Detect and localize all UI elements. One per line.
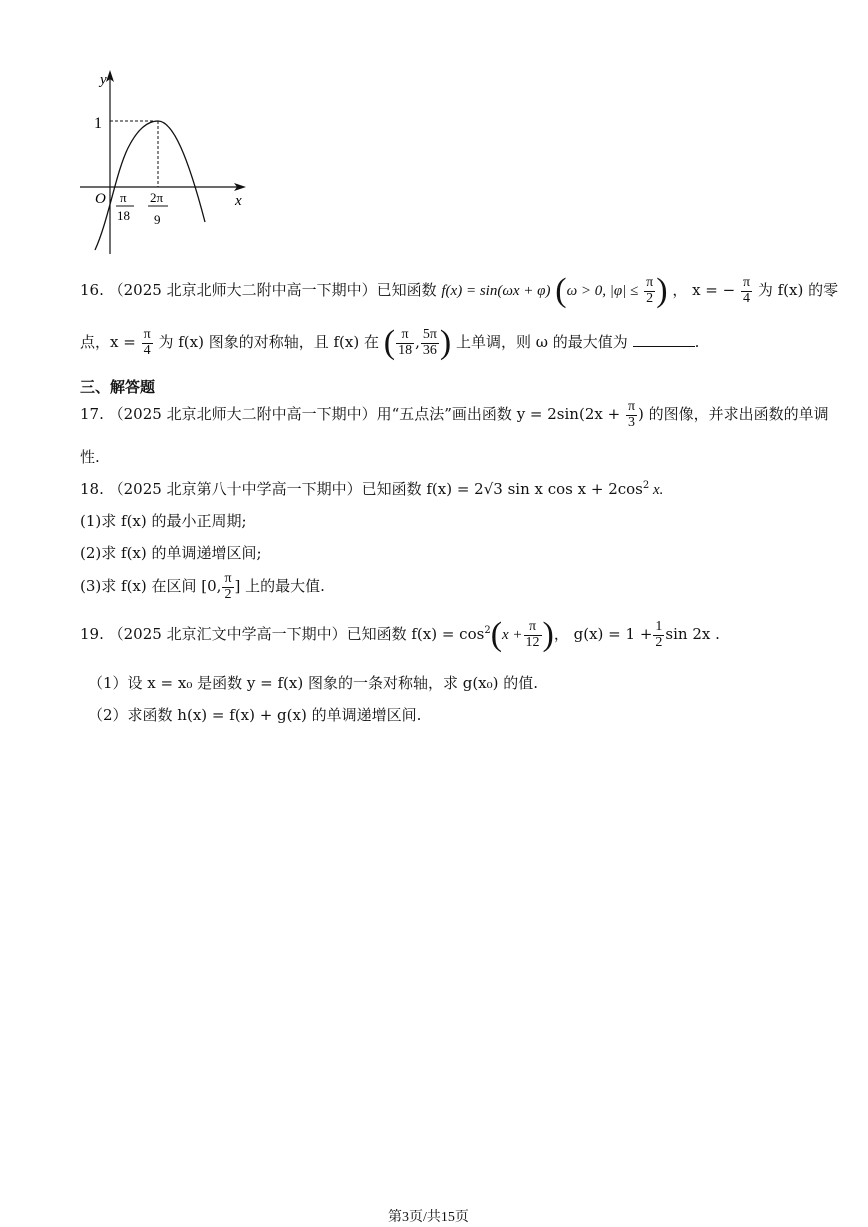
- q16-zero-num: π: [743, 274, 751, 290]
- q17-frac-den: 3: [627, 414, 635, 430]
- x-tick2-num: 2π: [150, 190, 164, 205]
- q16-answer-blank[interactable]: [633, 332, 695, 347]
- q16-source: （2025 北京北师大二附中高一下期中）已知函数: [108, 281, 437, 299]
- q19-inner-num: π: [524, 620, 542, 636]
- q18-part2: (2)求 f(x) 的单调递增区间;: [80, 544, 262, 562]
- q18-part3-den: 2: [224, 586, 232, 602]
- q16-condition: ω > 0, |φ| ≤: [566, 283, 639, 299]
- q16-cond-frac: [644, 276, 655, 306]
- sine-curve: [95, 121, 205, 250]
- q19-inner-frac: [524, 620, 542, 650]
- q19-g-den: 2: [655, 634, 663, 650]
- q16-cond-num: π: [646, 274, 654, 290]
- q16-line1: [80, 274, 838, 308]
- q16-paren-open: (: [555, 272, 567, 309]
- q18-part3-tail: ] 上的最大值.: [234, 577, 325, 596]
- q19-paren-close: ): [542, 616, 554, 653]
- q17-line1: [80, 400, 829, 430]
- x-tick1-num: π: [120, 190, 127, 205]
- q18-part3-start: (3)求 f(x) 在区间 [0,: [80, 577, 222, 596]
- q16-int-a-num: π: [396, 328, 414, 344]
- x-axis-label: x: [235, 193, 242, 209]
- q16-function: f(x) = sin(ωx + φ): [441, 283, 551, 299]
- sine-graph-figure: [78, 62, 258, 262]
- q16-zero-text: 为 f(x) 的零: [757, 281, 839, 299]
- q16-line2: 点，x = $\frac{\pi}{4}$ 为 f(x) 图象的对称轴，且 f(x) 在 ( $\frac{\pi}{18}$ , $\frac{5\pi}{36}$ ) 上单调，则 ω 的最大值为 .: [80, 324, 700, 361]
- q19-sup: 2: [484, 625, 491, 636]
- q16-int-a-den: 18: [398, 342, 413, 358]
- q16-axis-den: 4: [143, 342, 151, 358]
- q16-end: .: [694, 333, 700, 351]
- q16-x-eq: ， x = −: [672, 281, 736, 299]
- y-axis-label: y: [100, 72, 107, 88]
- q16-int-a: [396, 328, 414, 358]
- q19-paren-open: (: [490, 616, 503, 653]
- q16-tail: 上单调，则 ω 的最大值为: [456, 333, 628, 351]
- q18-sup: 2: [642, 480, 650, 491]
- q19-inner-den: 12: [525, 634, 540, 650]
- q16-int-close: ): [439, 324, 452, 361]
- q18-text: （2025 北京第八十中学高一下期中）已知函数 f(x) = 2√3 sin x cos x + 2cos: [108, 480, 643, 498]
- q16-line2-start: 点，x =: [80, 333, 136, 351]
- x-tick1-den: 18: [117, 208, 130, 223]
- q16-axis-num: π: [143, 326, 151, 342]
- q16-cond-den: 2: [646, 290, 654, 306]
- q18-part3-frac: [222, 572, 233, 602]
- q16-axis-text: 为 f(x) 图象的对称轴，且 f(x) 在: [158, 333, 379, 351]
- q18-line1: [80, 478, 663, 499]
- q17-number: 17.: [80, 405, 104, 424]
- q19-number: 19.: [80, 625, 104, 643]
- q18-number: 18.: [80, 480, 104, 498]
- q19-inner-start: x +: [502, 627, 523, 643]
- q16-int-b-den: 36: [422, 342, 437, 358]
- origin-label: O: [95, 191, 106, 207]
- q19-g-tail: sin 2x .: [665, 625, 720, 643]
- x-tick2-den: 9: [154, 212, 161, 227]
- q19-text: （2025 北京汇文中学高一下期中）已知函数 f(x) = cos: [108, 625, 485, 643]
- q16-int-open: (: [383, 324, 396, 361]
- q16-number: 16.: [80, 281, 104, 299]
- q17-text: （2025 北京北师大二附中高一下期中）用“五点法”画出函数 y = 2sin(2x +: [108, 405, 621, 424]
- q17-frac-num: π: [627, 399, 636, 414]
- q18-part3-num: π: [224, 571, 232, 586]
- q19-line1: [80, 618, 720, 652]
- q16-zero-frac: [741, 276, 752, 306]
- q19-part2: （2）求函数 h(x) = f(x) + g(x) 的单调递增区间.: [88, 706, 422, 724]
- q16-zero-den: 4: [743, 290, 751, 306]
- q16-axis-frac: [142, 328, 153, 358]
- q16-int-b: [421, 328, 439, 358]
- q19-mid: ， g(x) = 1 +: [553, 625, 653, 643]
- q16-int-b-num: 5π: [422, 326, 437, 342]
- q16-paren-close: ): [656, 272, 668, 309]
- q18-tail: x.: [649, 482, 664, 498]
- q19-g-frac: [653, 620, 664, 650]
- section3-heading: 三、解答题: [80, 378, 156, 396]
- q19-part1: （1）设 x = x₀ 是函数 y = f(x) 图象的一条对称轴，求 g(x₀) 的值.: [88, 674, 539, 692]
- y-tick-one: 1: [94, 115, 102, 132]
- q17-frac: [626, 400, 637, 430]
- page-footer: 第3页/共15页: [388, 1210, 469, 1225]
- q17-line2: 性.: [80, 448, 100, 466]
- q19-g-num: 1: [655, 618, 663, 634]
- q18-part1: (1)求 f(x) 的最小正周期;: [80, 512, 247, 530]
- q18-part3: [80, 572, 325, 602]
- q17-tail: ) 的图像，并求出函数的单调: [638, 405, 829, 424]
